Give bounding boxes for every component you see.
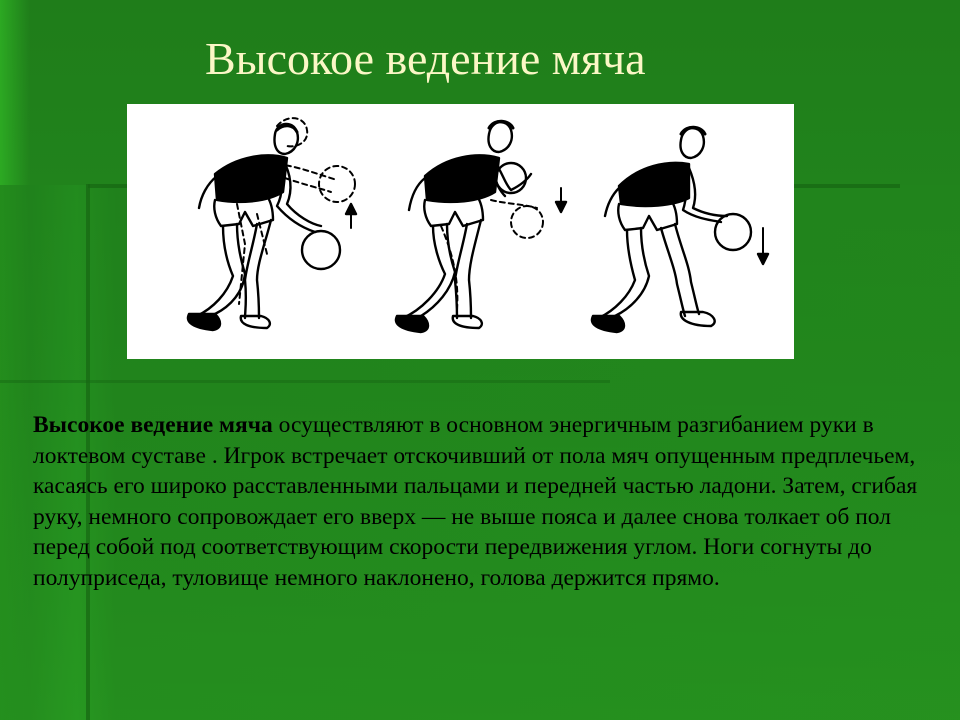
body-lead-bold: Высокое ведение мяча [33,412,273,438]
player-figure-phase-1 [188,118,356,330]
body-text: осуществляют в основном энергичным разгибанием руки в локтевом суставе . Игрок встречает отскочивший от пола мяч опущенным предплечьем, касаясь его широко расставленными пальцами и передней частью ладони. Затем, сгибая руку, немного сопровождает его вверх — не выше пояса и далее снова толкает об пол перед собой под соответствующим скорости передвижения углом. Ноги согнуты до полуприседа, туловище немного наклонено, голова держится прямо. [33,412,918,591]
slide-title: Высокое ведение мяча [205,33,646,84]
decorative-line-middle [0,380,610,383]
body-paragraph [33,410,918,593]
dribbling-illustration [127,104,794,359]
player-figure-phase-3 [592,127,768,332]
dribbling-illustration-svg [127,104,794,359]
player-figure-phase-2 [396,121,566,332]
